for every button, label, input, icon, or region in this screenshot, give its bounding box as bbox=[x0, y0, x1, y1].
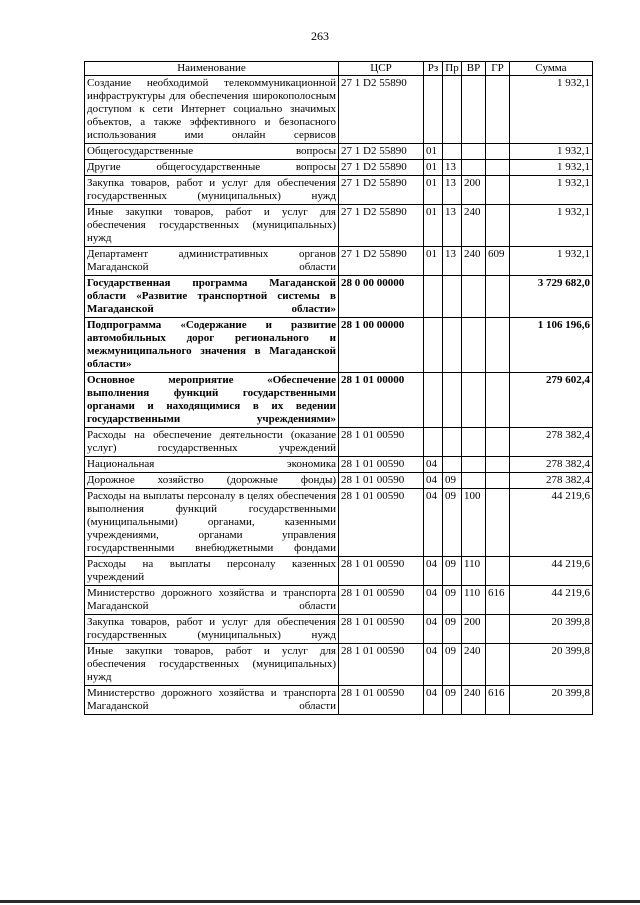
cell-vr bbox=[462, 373, 486, 428]
cell-rz bbox=[424, 373, 443, 428]
cell-gr bbox=[486, 205, 510, 247]
cell-gr bbox=[486, 276, 510, 318]
table-row bbox=[85, 473, 593, 489]
cell-vr bbox=[462, 276, 486, 318]
cell-name: Министерство дорожного хозяйства и транспорта Магаданской области bbox=[85, 686, 339, 715]
cell-vr bbox=[462, 473, 486, 489]
table-row bbox=[85, 686, 593, 715]
cell-csr: 28 1 01 00590 bbox=[339, 644, 424, 686]
cell-rz bbox=[424, 76, 443, 144]
cell-rz: 04 bbox=[424, 457, 443, 473]
cell-gr: 616 bbox=[486, 586, 510, 615]
cell-csr: 27 1 D2 55890 bbox=[339, 144, 424, 160]
table-row bbox=[85, 318, 593, 373]
cell-csr: 28 1 01 00590 bbox=[339, 686, 424, 715]
cell-rz: 04 bbox=[424, 644, 443, 686]
cell-vr bbox=[462, 457, 486, 473]
cell-csr: 28 0 00 00000 bbox=[339, 276, 424, 318]
cell-vr bbox=[462, 76, 486, 144]
cell-name: Иные закупки товаров, работ и услуг для обеспечения государственных (муниципальных) нужд bbox=[85, 205, 339, 247]
cell-sum: 1 932,1 bbox=[510, 247, 593, 276]
cell-gr bbox=[486, 76, 510, 144]
cell-rz: 04 bbox=[424, 489, 443, 557]
cell-rz: 01 bbox=[424, 144, 443, 160]
cell-sum: 1 932,1 bbox=[510, 144, 593, 160]
cell-csr: 27 1 D2 55890 bbox=[339, 176, 424, 205]
cell-csr: 28 1 01 00590 bbox=[339, 615, 424, 644]
cell-gr bbox=[486, 176, 510, 205]
cell-rz bbox=[424, 428, 443, 457]
cell-rz: 01 bbox=[424, 160, 443, 176]
cell-gr bbox=[486, 615, 510, 644]
cell-gr bbox=[486, 144, 510, 160]
table-row bbox=[85, 428, 593, 457]
cell-sum: 1 932,1 bbox=[510, 76, 593, 144]
cell-vr: 240 bbox=[462, 247, 486, 276]
cell-vr: 200 bbox=[462, 615, 486, 644]
cell-csr: 28 1 01 00590 bbox=[339, 489, 424, 557]
cell-pr: 09 bbox=[443, 686, 462, 715]
cell-csr: 28 1 00 00000 bbox=[339, 318, 424, 373]
column-header-name: Наименование bbox=[85, 62, 339, 76]
table-row bbox=[85, 489, 593, 557]
cell-csr: 27 1 D2 55890 bbox=[339, 160, 424, 176]
table-row bbox=[85, 76, 593, 144]
cell-gr bbox=[486, 428, 510, 457]
cell-vr bbox=[462, 428, 486, 457]
cell-csr: 28 1 01 00590 bbox=[339, 586, 424, 615]
cell-sum: 1 932,1 bbox=[510, 176, 593, 205]
cell-vr bbox=[462, 160, 486, 176]
cell-rz: 04 bbox=[424, 557, 443, 586]
table-row bbox=[85, 276, 593, 318]
cell-name: Общегосударственные вопросы bbox=[85, 144, 339, 160]
table-row bbox=[85, 160, 593, 176]
cell-gr bbox=[486, 318, 510, 373]
cell-name: Другие общегосударственные вопросы bbox=[85, 160, 339, 176]
cell-gr bbox=[486, 557, 510, 586]
table-row bbox=[85, 144, 593, 160]
cell-rz: 04 bbox=[424, 615, 443, 644]
cell-rz bbox=[424, 276, 443, 318]
cell-pr bbox=[443, 276, 462, 318]
cell-name: Национальная экономика bbox=[85, 457, 339, 473]
cell-sum: 44 219,6 bbox=[510, 557, 593, 586]
table-row bbox=[85, 644, 593, 686]
column-header-pr: Пр bbox=[443, 62, 462, 76]
cell-rz: 01 bbox=[424, 205, 443, 247]
cell-name: Закупка товаров, работ и услуг для обеспечения государственных (муниципальных) нужд bbox=[85, 176, 339, 205]
cell-name: Расходы на выплаты персоналу в целях обеспечения выполнения функций государственными (муниципальными) органами, казенными учреждениями, органами управления государственными внебюджетными фондами bbox=[85, 489, 339, 557]
column-header-gr: ГР bbox=[486, 62, 510, 76]
cell-rz: 04 bbox=[424, 686, 443, 715]
table-row bbox=[85, 176, 593, 205]
cell-pr bbox=[443, 457, 462, 473]
cell-pr: 13 bbox=[443, 176, 462, 205]
cell-rz: 01 bbox=[424, 176, 443, 205]
column-header-vr: ВР bbox=[462, 62, 486, 76]
cell-pr bbox=[443, 428, 462, 457]
cell-sum: 279 602,4 bbox=[510, 373, 593, 428]
cell-gr bbox=[486, 373, 510, 428]
cell-name: Создание необходимой телекоммуникационной инфраструктуры для обеспечения широкополосным доступом к сети Интернет социально значимых объектов, а также эффективного и безопасного использования ими онлайн сервисов bbox=[85, 76, 339, 144]
table-row bbox=[85, 586, 593, 615]
cell-sum: 44 219,6 bbox=[510, 489, 593, 557]
cell-rz bbox=[424, 318, 443, 373]
cell-pr bbox=[443, 318, 462, 373]
cell-pr: 09 bbox=[443, 489, 462, 557]
cell-gr: 616 bbox=[486, 686, 510, 715]
cell-name: Расходы на выплаты персоналу казенных учреждений bbox=[85, 557, 339, 586]
cell-sum: 1 932,1 bbox=[510, 160, 593, 176]
cell-gr: 609 bbox=[486, 247, 510, 276]
cell-gr bbox=[486, 473, 510, 489]
cell-vr: 200 bbox=[462, 176, 486, 205]
table-row bbox=[85, 615, 593, 644]
table-row bbox=[85, 457, 593, 473]
cell-pr bbox=[443, 144, 462, 160]
cell-pr: 09 bbox=[443, 557, 462, 586]
cell-vr: 240 bbox=[462, 205, 486, 247]
table-row bbox=[85, 205, 593, 247]
cell-name: Основное мероприятие «Обеспечение выполнения функций государственными органами и находящимися в их ведении государственными учреждениями» bbox=[85, 373, 339, 428]
cell-vr: 110 bbox=[462, 557, 486, 586]
cell-pr bbox=[443, 373, 462, 428]
cell-pr bbox=[443, 76, 462, 144]
cell-sum: 20 399,8 bbox=[510, 686, 593, 715]
column-header-sum: Сумма bbox=[510, 62, 593, 76]
table-row bbox=[85, 373, 593, 428]
cell-csr: 27 1 D2 55890 bbox=[339, 76, 424, 144]
page-number: 263 bbox=[311, 29, 329, 43]
cell-vr bbox=[462, 318, 486, 373]
table-row bbox=[85, 247, 593, 276]
cell-sum: 3 729 682,0 bbox=[510, 276, 593, 318]
cell-csr: 28 1 01 00590 bbox=[339, 457, 424, 473]
cell-rz: 01 bbox=[424, 247, 443, 276]
cell-name: Закупка товаров, работ и услуг для обеспечения государственных (муниципальных) нужд bbox=[85, 615, 339, 644]
cell-sum: 1 106 196,6 bbox=[510, 318, 593, 373]
table-header-row bbox=[85, 62, 593, 76]
cell-pr: 09 bbox=[443, 473, 462, 489]
cell-sum: 278 382,4 bbox=[510, 473, 593, 489]
cell-csr: 27 1 D2 55890 bbox=[339, 205, 424, 247]
cell-pr: 13 bbox=[443, 160, 462, 176]
cell-sum: 1 932,1 bbox=[510, 205, 593, 247]
cell-vr: 110 bbox=[462, 586, 486, 615]
cell-sum: 278 382,4 bbox=[510, 428, 593, 457]
cell-csr: 28 1 01 00000 bbox=[339, 373, 424, 428]
cell-sum: 20 399,8 bbox=[510, 644, 593, 686]
cell-name: Департамент административных органов Магаданской области bbox=[85, 247, 339, 276]
cell-name: Иные закупки товаров, работ и услуг для обеспечения государственных (муниципальных) нужд bbox=[85, 644, 339, 686]
cell-name: Министерство дорожного хозяйства и транспорта Магаданской области bbox=[85, 586, 339, 615]
cell-sum: 20 399,8 bbox=[510, 615, 593, 644]
cell-csr: 28 1 01 00590 bbox=[339, 428, 424, 457]
scan-edge-divider bbox=[0, 900, 640, 903]
cell-gr bbox=[486, 489, 510, 557]
cell-vr bbox=[462, 144, 486, 160]
cell-pr: 13 bbox=[443, 205, 462, 247]
cell-sum: 278 382,4 bbox=[510, 457, 593, 473]
column-header-rz: Рз bbox=[424, 62, 443, 76]
cell-vr: 240 bbox=[462, 686, 486, 715]
column-header-csr: ЦСР bbox=[339, 62, 424, 76]
cell-vr: 240 bbox=[462, 644, 486, 686]
cell-rz: 04 bbox=[424, 473, 443, 489]
table-row bbox=[85, 557, 593, 586]
cell-vr: 100 bbox=[462, 489, 486, 557]
cell-pr: 09 bbox=[443, 644, 462, 686]
cell-gr bbox=[486, 160, 510, 176]
cell-name: Дорожное хозяйство (дорожные фонды) bbox=[85, 473, 339, 489]
cell-csr: 27 1 D2 55890 bbox=[339, 247, 424, 276]
cell-pr: 13 bbox=[443, 247, 462, 276]
cell-name: Подпрограмма «Содержание и развитие автомобильных дорог регионального и межмуниципального значения в Магаданской области» bbox=[85, 318, 339, 373]
cell-name: Расходы на обеспечение деятельности (оказание услуг) государственных учреждений bbox=[85, 428, 339, 457]
cell-pr: 09 bbox=[443, 615, 462, 644]
cell-sum: 44 219,6 bbox=[510, 586, 593, 615]
cell-pr: 09 bbox=[443, 586, 462, 615]
cell-csr: 28 1 01 00590 bbox=[339, 473, 424, 489]
cell-name: Государственная программа Магаданской области «Развитие транспортной системы в Магаданской области» bbox=[85, 276, 339, 318]
budget-table bbox=[84, 61, 593, 715]
cell-rz: 04 bbox=[424, 586, 443, 615]
cell-csr: 28 1 01 00590 bbox=[339, 557, 424, 586]
cell-gr bbox=[486, 457, 510, 473]
cell-gr bbox=[486, 644, 510, 686]
